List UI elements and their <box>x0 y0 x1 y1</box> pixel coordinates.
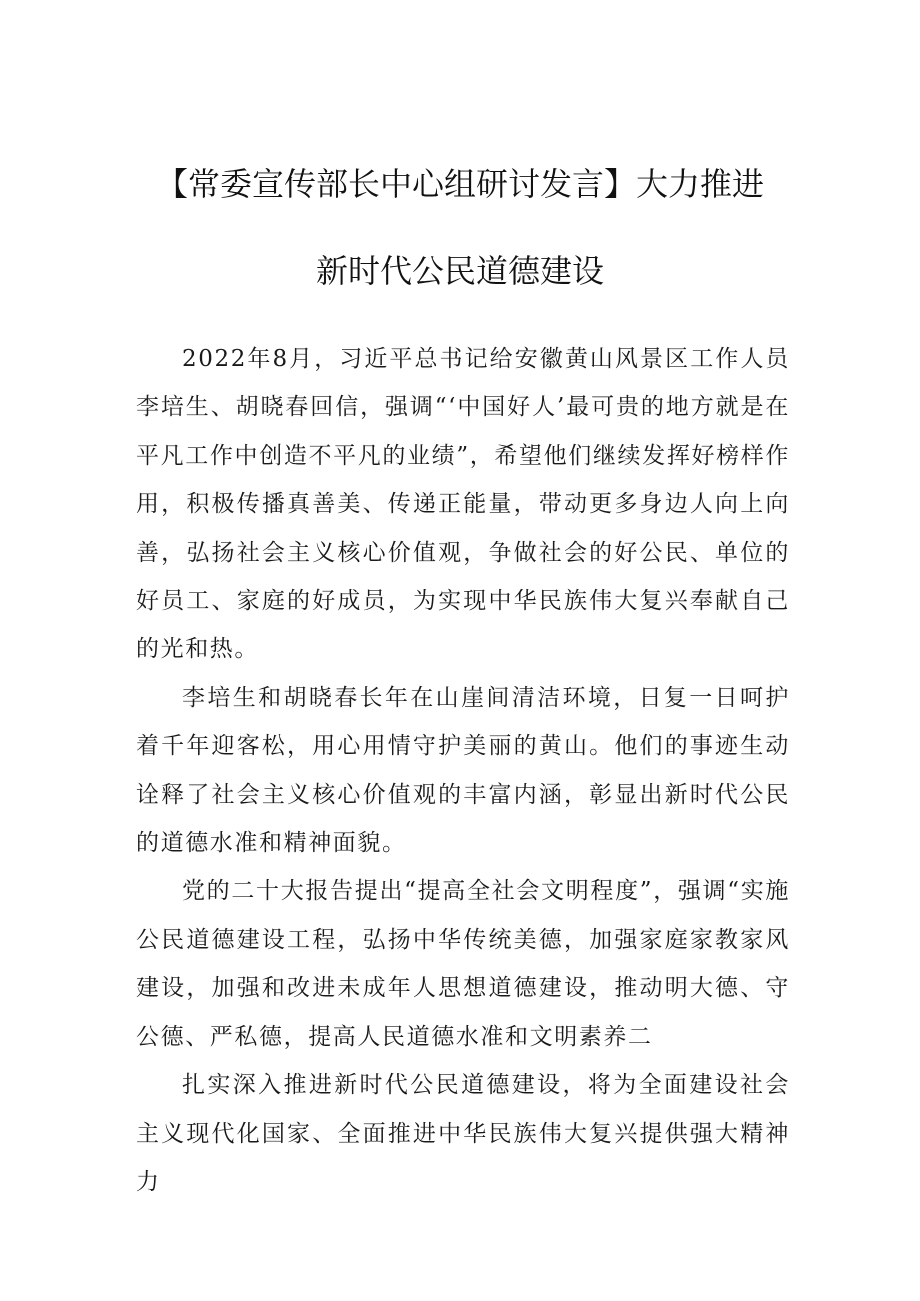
paragraph-3: 党的二十大报告提出“提高全社会文明程度”，强调“实施公民道德建设工程，弘扬中华传统美德，加强家庭家教家风建设，加强和改进未成年人思想道德建设，推动明大德、守公德、严私德，提高人民道德水准和文明素养二 <box>136 878 790 1050</box>
document-title-line-2: 新时代公民道德建设 <box>315 252 604 290</box>
document-title-line-1: 【常委宣传部长中心组研讨发言】大力推进 <box>155 165 764 203</box>
paragraph-2: 李培生和胡晓春长年在山崖间清洁环境，日复一日呵护着千年迎客松，用心用情守护美丽的黄山。他们的事迹生动诠释了社会主义核心价值观的丰富内涵，彰显出新时代公民的道德水准和精神面貌。 <box>136 684 790 857</box>
paragraph-1: 2022年8月，习近平总书记给安徽黄山风景区工作人员李培生、胡晓春回信，强调“‘中国好人’最可贵的地方就是在平凡工作中创造不平凡的业绩”，希望他们继续发挥好榜样作用，积极传播真善美、传递正能量，带动更多身边人向上向善，弘扬社会主义核心价值观，争做社会的好公民、单位的好员工、家庭的好成员，为实现中华民族伟大复兴奉献自己的光和热。 <box>136 346 790 663</box>
document-body <box>136 335 790 1206</box>
paragraph-4: 扎实深入推进新时代公民道德建设，将为全面建设社会主义现代化国家、全面推进中华民族伟大复兴提供强大精神力 <box>136 1072 790 1195</box>
